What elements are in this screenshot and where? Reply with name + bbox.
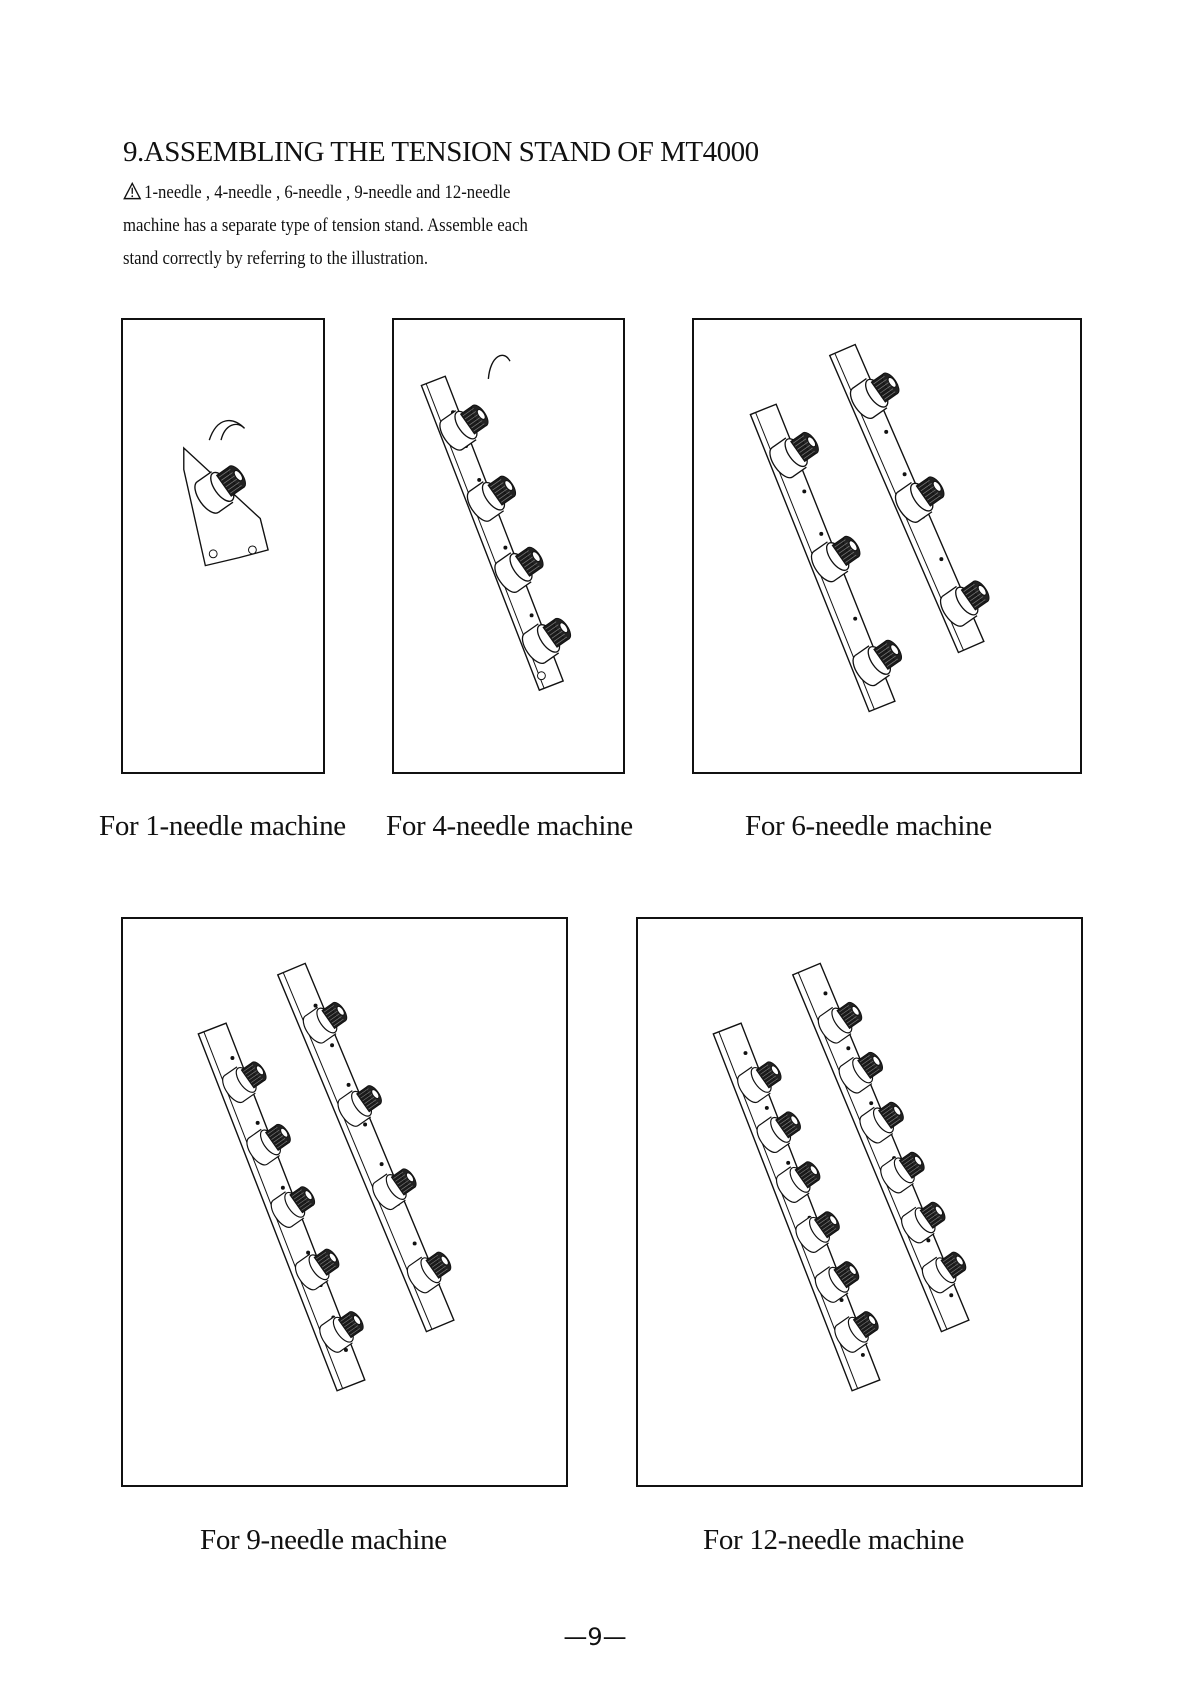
plate-hole [330,1043,334,1047]
tension-stand-1-needle-illustration [123,320,323,772]
thread-guide-wire [209,421,244,440]
thread-guide-wire [488,355,510,379]
plate-hole [256,1121,260,1125]
plate-hole [861,1353,865,1357]
caption-1-needle: For 1-needle machine [99,810,346,842]
tension-stand-12-needle-illustration [638,919,1081,1485]
plate-hole [884,430,888,434]
tension-stand-6-needle-illustration [694,320,1080,772]
caption-9-needle: For 9-needle machine [200,1524,447,1556]
plate-hole [819,532,823,536]
plate-hole [230,1056,234,1060]
figure-12-needle-stand [636,917,1083,1487]
bracket-hole [248,546,256,554]
caption-4-needle: For 4-needle machine [386,810,633,842]
plate-hole [786,1161,790,1165]
intro-line-3: stand correctly by referring to the illustration. [123,248,429,269]
plate-hole [530,613,534,617]
bracket-hole [209,550,217,558]
caption-6-needle: For 6-needle machine [745,810,992,842]
plate-hole [477,478,481,482]
plate-hole [413,1241,417,1245]
plate-hole [537,672,545,680]
plate-hole [869,1101,873,1105]
section-title: 9.ASSEMBLING THE TENSION STAND OF MT4000 [123,136,759,168]
plate-hole [765,1106,769,1110]
caption-12-needle: For 12-needle machine [703,1524,965,1556]
page-number: —9— [563,1623,627,1651]
plate-hole [846,1046,850,1050]
plate-hole [802,489,806,493]
plate-hole [503,546,507,550]
tension-stand-4-needle-illustration [394,320,623,772]
plate-hole [823,991,827,995]
plate-hole [903,472,907,476]
intro-line-2: machine has a separate type of tension stand. Assemble each [123,215,528,236]
plate-hole [347,1083,351,1087]
figure-9-needle-stand [121,917,568,1487]
plate-hole [380,1162,384,1166]
tension-stand-9-needle-illustration [123,919,566,1485]
plate-hole [853,617,857,621]
plate-hole [949,1293,953,1297]
plate-hole [939,557,943,561]
figure-1-needle-stand [121,318,325,774]
plate-hole [744,1051,748,1055]
intro-text [123,176,683,275]
warning-triangle-icon [123,182,141,200]
plate-hole [281,1186,285,1190]
plate-hole [363,1123,367,1127]
figure-6-needle-stand [692,318,1082,774]
plate-hole [314,1004,318,1008]
figure-4-needle-stand [392,318,625,774]
intro-line-1: 1-needle , 4-needle , 6-needle , 9-needle and 12-needle [123,176,616,209]
